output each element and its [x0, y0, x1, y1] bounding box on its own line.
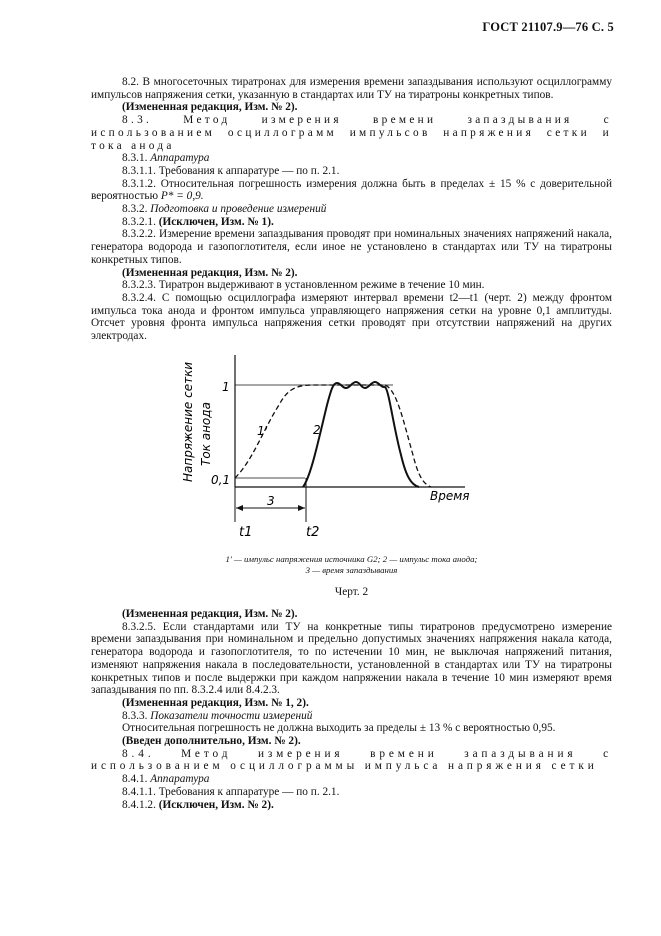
interval-arrowhead-left [236, 505, 243, 511]
clause-number: 8.3.1. [122, 152, 151, 165]
para-accuracy: Относительная погрешность не должна выходить за пределы ± 13 % с вероятностью 0,95. [122, 722, 556, 735]
page-header: ГОСТ 21107.9—76 С. 5 [482, 20, 614, 34]
amendment-note: (Измененная редакция, Изм. № 1, 2). [122, 696, 309, 709]
para-8-4-1 [91, 773, 612, 786]
para-8-3-1 [91, 152, 612, 165]
probability-value: P* = 0,9. [160, 190, 204, 203]
interval-label: 3 [267, 494, 275, 508]
para-8-4-1-1: 8.4.1.1. Требования к аппаратуре — по п. 2.1. [122, 785, 340, 798]
y-axis-label-2: Ток анода [199, 402, 213, 466]
clause-number: 8.3.2.1. [122, 215, 159, 228]
clause-heading: Показатели точности измерений [150, 709, 313, 722]
clause-heading: Аппаратура [150, 152, 210, 165]
para-8-3-1-1: 8.3.1.1. Требования к аппаратуре — по п. 2.1. [122, 164, 340, 177]
curve-1-label: 1' [257, 424, 268, 438]
clause-heading: Аппаратура [150, 773, 210, 786]
amendment-note: (Измененная редакция, Изм. № 2). [122, 608, 298, 620]
para-8-3-2-3: 8.3.2.3. Тиратрон выдерживают в установленном режиме в течение 10 мин. [122, 279, 485, 292]
y-tick-1: 1 [222, 380, 230, 394]
text-block-top [91, 76, 612, 343]
caption-line-1: 1' — импульс напряжения источника G2; 2 — импульс тока анода; [225, 554, 478, 564]
introduced-note: (Введен дополнительно, Изм. № 2). [122, 735, 301, 748]
text-block-bottom [91, 608, 612, 811]
para-8-3-2-1 [91, 216, 612, 229]
excluded-note: (Исключен, Изм. № 1). [158, 215, 274, 228]
interval-arrowhead-right [298, 505, 305, 511]
clause-heading: Подготовка и проведение измерений [150, 203, 327, 216]
t2-label: t2 [306, 525, 320, 540]
curve-2-label: 2 [313, 423, 321, 437]
caption-line-2: 3 — время запаздывания [305, 565, 398, 576]
para-8-3-2-4: 8.3.2.4. С помощью осциллографа измеряют интервал времени t2—t1 (черт. 2) между фронтом импульса тока анода и фронтом импульса управляющего напряжения сетки на уровне 0,1 амплитуды. Отсчет уровня фронта импульса напряжения сетки проводят при отсутствии напряжений на других электродах. [91, 291, 612, 343]
clause-number: 8.4.1.2. [122, 798, 159, 811]
clause-number: 8.4.1. [122, 773, 151, 786]
figure-caption [91, 554, 612, 576]
para-text: 8.3.1.2. Относительная погрешность измерения должна быть в пределах ± 15 % с доверительной вероятностью [91, 177, 612, 203]
para-8-3-2-2: 8.3.2.2. Измерение времени запаздывания проводят при номинальных значениях напряжений накала, генератора водорода и газопоглотителя, если иное не установлено в стандартах или ТУ на тиратроны конкретных типов. [91, 228, 612, 266]
y-axis-label-1: Напряжение сетки [181, 361, 195, 482]
x-axis-label: Время [430, 489, 470, 503]
clause-number: 8.3.2. [122, 203, 151, 216]
para-8-3-1-2 [91, 178, 612, 203]
para-8-3-3 [91, 710, 612, 723]
figure-number: Черт. 2 [334, 586, 369, 598]
excluded-note: (Исключен, Изм. № 2). [158, 798, 274, 811]
y-tick-0-1: 0,1 [211, 473, 231, 487]
amendment-note: (Измененная редакция, Изм. № 2). [122, 101, 298, 114]
t1-label: t1 [239, 525, 253, 540]
section-8-4-title: 8.4. Метод измерения времени запаздывания с использованием осциллограммы импульса напряжения сетки [91, 747, 612, 773]
section-8-3-title: 8.3. Метод измерения времени запаздывания с использованием осциллограмм импульсов напряжения сетки и тока анода [91, 114, 612, 152]
clause-number: 8.3.3. [122, 709, 151, 722]
para-8-3-2-5: 8.3.2.5. Если стандартами или ТУ на конкретные типы тиратронов предусмотрено измерение времени запаздывания при номинальном и предельно допустимых значениях напряжения накала катода, генератора водорода и газопоглотителя, то по истечении 10 мин, не выключая напряжений питания, изменяют напряжения накала в последовательности, установленной в стандартах или ТУ на тиратроны конкретных типов и после выдержки при каждом напряжении накала в течение 10 мин измеряют время запаздывания по пп. 8.3.2.4 или 8.4.2.3. [91, 620, 612, 697]
amendment-note: (Измененная редакция, Изм. № 2). [122, 266, 298, 279]
para-8-4-1-2 [91, 799, 612, 812]
para-8-3-2 [91, 203, 612, 216]
para-8-2: 8.2. В многосеточных тиратронах для измерения времени запаздывания используют осциллограмму импульсов напряжения сетки, указанную в стандартах или ТУ на тиратроны конкретных типов. [91, 76, 612, 101]
figure-2-chart [175, 350, 475, 550]
